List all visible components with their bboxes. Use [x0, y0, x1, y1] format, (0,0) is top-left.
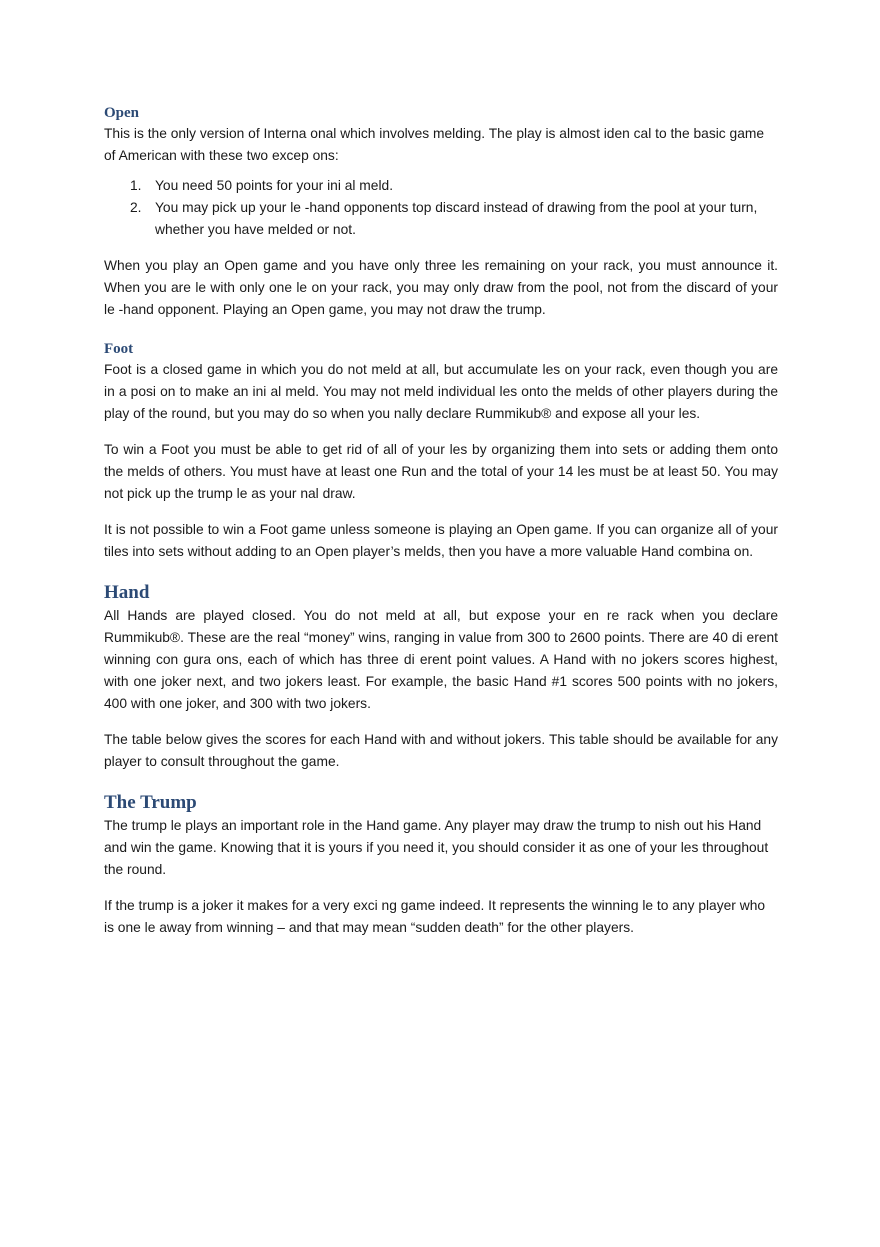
section-open — [104, 103, 778, 321]
heading-foot: Foot — [104, 341, 134, 357]
hand-paragraph-2: The table below gives the scores for each Hand with and without jokers. This table should be available for any player to consult throughout the game. — [104, 732, 778, 769]
foot-paragraph-3: It is not possible to win a Foot game unless someone is playing an Open game. If you can organize all of your tiles into sets without adding to an Open player’s melds, then you have a more valuable Hand combina on. — [104, 522, 778, 559]
list-number: 1. — [130, 178, 142, 193]
list-text: You may pick up your le -hand opponents top discard instead of drawing from the pool at your turn, whether you have melded or not. — [155, 200, 758, 237]
trump-paragraph-2: If the trump is a joker it makes for a very exci ng game indeed. It represents the winning le to any player who is one le away from winning – and that may mean “sudden death” for the other players. — [104, 898, 766, 935]
heading-hand: Hand — [104, 582, 150, 603]
open-rules-list — [104, 175, 778, 241]
foot-paragraph-2: To win a Foot you must be able to get rid of all of your les by organizing them into sets or adding them onto the melds of others. You must have at least one Run and the total of your 14 les must be at least 50. You may not pick up the trump le as your nal draw. — [104, 442, 778, 501]
document-body — [104, 103, 778, 939]
list-text: You need 50 points for your ini al meld. — [155, 178, 394, 193]
list-item — [104, 175, 778, 197]
section-hand — [104, 581, 778, 773]
section-foot — [104, 339, 778, 563]
foot-paragraph-1: Foot is a closed game in which you do not meld at all, but accumulate les on your rack, even though you are in a posi on to make an ini al meld. You may not meld individual les onto the melds of other players during the play of the round, but you may do so when you nally declare Rummikub® and expose all your les. — [104, 362, 778, 421]
list-number: 2. — [130, 200, 142, 215]
open-intro: This is the only version of Interna onal which involves melding. The play is almost iden cal to the basic game of American with these two excep ons: — [104, 126, 765, 163]
section-trump — [104, 791, 778, 939]
heading-the-trump: The Trump — [104, 792, 197, 813]
open-paragraph-2: When you play an Open game and you have only three les remaining on your rack, you must announce it. When you are le with only one le on your rack, you may only draw from the pool, not from the discard of your le -hand opponent. Playing an Open game, you may not draw the trump. — [104, 258, 778, 317]
heading-open: Open — [104, 105, 140, 121]
hand-paragraph-1: All Hands are played closed. You do not meld at all, but expose your en re rack when you declare Rummikub®. These are the real “money” wins, ranging in value from 300 to 2600 points. There are 40 di erent winning con gura ons, each of which has three di erent point values. A Hand with no jokers scores highest, with one joker next, and two jokers least. For example, the basic Hand #1 scores 500 points with no jokers, 400 with one joker, and 300 with two jokers. — [104, 608, 778, 711]
trump-paragraph-1: The trump le plays an important role in the Hand game. Any player may draw the trump to nish out his Hand and win the game. Knowing that it is yours if you need it, you should consider it as one of your les throughout the round. — [104, 818, 769, 877]
list-item — [104, 197, 778, 241]
